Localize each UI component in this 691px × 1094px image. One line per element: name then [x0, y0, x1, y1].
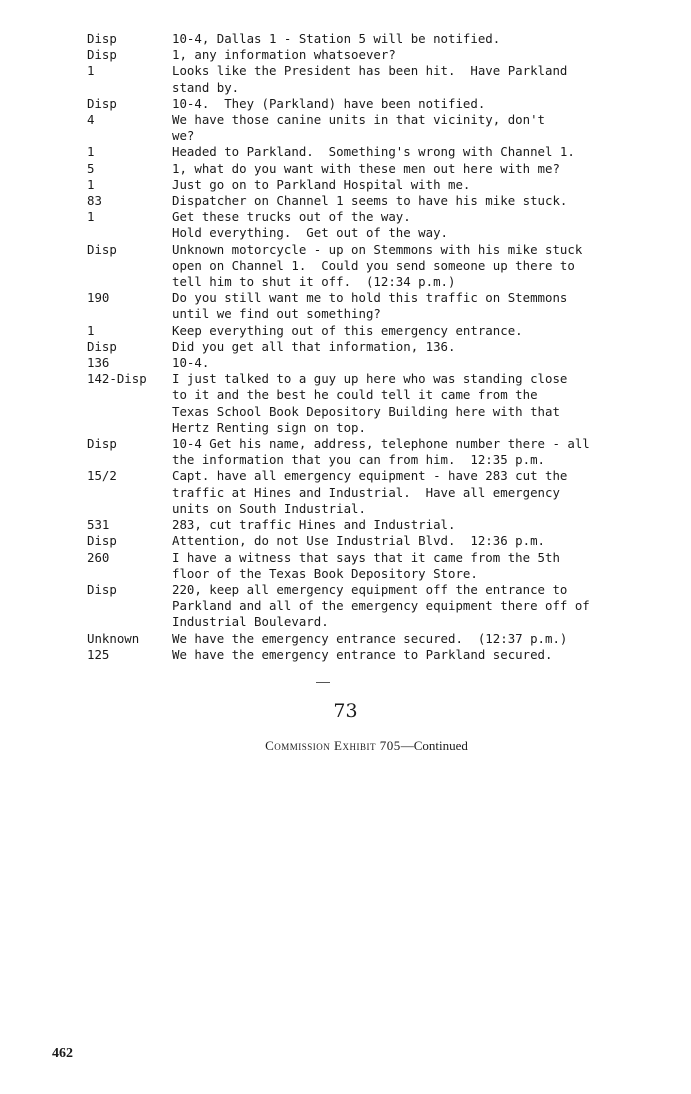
transcript-entry — [87, 550, 657, 582]
message-text — [172, 209, 657, 241]
message-line: units on South Industrial. — [172, 500, 366, 516]
message-text — [172, 533, 657, 549]
message-text — [172, 323, 657, 339]
message-text — [172, 468, 657, 517]
message-text — [172, 63, 657, 95]
transcript-entry — [87, 436, 657, 468]
message-line: We have the emergency entrance secured. (12:37 p.m.) — [172, 630, 568, 646]
transcript-entry — [87, 631, 657, 647]
message-line: 10-4 Get his name, address, telephone number there - all — [172, 436, 590, 452]
message-line: Parkland and all of the emergency equipment there off of — [172, 598, 590, 614]
message-text — [172, 631, 657, 647]
speaker-id: Disp — [87, 533, 117, 549]
speaker-id: 136 — [87, 355, 110, 371]
message-line: traffic at Hines and Industrial. Have all emergency — [172, 484, 560, 500]
transcript-entry — [87, 193, 657, 209]
message-line: 1, any information whatsoever? — [172, 47, 396, 63]
message-line: until we find out something? — [172, 306, 381, 322]
message-line: the information that you can from him. 12:35 p.m. — [172, 452, 545, 468]
message-text — [172, 177, 657, 193]
volume-page-number: 462 — [52, 1046, 73, 1061]
message-line: Just go on to Parkland Hospital with me. — [172, 176, 471, 192]
transcript-entry — [87, 161, 657, 177]
speaker-id: Disp — [87, 31, 117, 46]
transcript-entry — [87, 209, 657, 241]
message-line: Texas School Book Depository Building here with that — [172, 403, 560, 419]
message-line: floor of the Texas Book Depository Store. — [172, 565, 478, 581]
message-line: 1, what do you want with these men out here with me? — [172, 160, 560, 176]
transcript-entry — [87, 47, 657, 63]
message-line: Looks like the President has been hit. Have Parkland — [172, 63, 568, 79]
message-line: We have those canine units in that vicinity, don't — [172, 112, 545, 128]
message-text — [172, 144, 657, 160]
speaker-id: 1 — [87, 63, 95, 79]
message-line: Hold everything. Get out of the way. — [172, 225, 449, 241]
speaker-id: Disp — [87, 95, 117, 111]
message-text — [172, 582, 657, 631]
message-line: 10-4. They (Parkland) have been notified. — [172, 95, 486, 111]
message-line: Dispatcher on Channel 1 seems to have his mike stuck. — [172, 193, 568, 209]
message-line: I just talked to a guy up here who was standing close — [172, 371, 568, 387]
message-text — [172, 550, 657, 582]
message-line: 220, keep all emergency equipment off the entrance to — [172, 581, 568, 597]
transcript-entry — [87, 647, 657, 663]
message-line: Get these trucks out of the way. — [172, 209, 411, 225]
exhibit-caption-title: Commission Exhibit 705 — [265, 738, 401, 753]
message-text — [172, 290, 657, 322]
message-text — [172, 517, 657, 533]
speaker-id: 1 — [87, 322, 95, 338]
message-line: Did you get all that information, 136. — [172, 338, 456, 354]
message-text — [172, 339, 657, 355]
transcript-entry — [87, 371, 657, 436]
message-line: Keep everything out of this emergency entrance. — [172, 322, 523, 338]
message-line: We have the emergency entrance to Parkland secured. — [172, 646, 553, 662]
speaker-id: Disp — [87, 241, 117, 257]
transcript-entry — [87, 323, 657, 339]
transcript-entry — [87, 468, 657, 517]
speaker-id: 531 — [87, 517, 110, 533]
message-line: Attention, do not Use Industrial Blvd. 12:36 p.m. — [172, 533, 545, 549]
transcript-entry — [87, 290, 657, 322]
message-line: 283, cut traffic Hines and Industrial. — [172, 517, 456, 533]
transcript-entry — [87, 112, 657, 144]
transcript-entry — [87, 533, 657, 549]
transcript-entry — [87, 31, 657, 47]
message-line: Hertz Renting sign on top. — [172, 419, 366, 435]
speaker-id: 125 — [87, 646, 110, 662]
speaker-id: Disp — [87, 581, 117, 597]
transcript-entry — [87, 63, 657, 95]
exhibit-caption-suffix: —Continued — [400, 738, 468, 753]
exhibit-page-number: 73 — [333, 700, 358, 722]
speaker-id: 5 — [87, 160, 95, 176]
message-text — [172, 355, 657, 371]
message-line: I have a witness that says that it came from the 5th — [172, 549, 560, 565]
speaker-id: 142-Disp — [87, 371, 147, 387]
message-text — [172, 31, 657, 47]
message-text — [172, 436, 657, 468]
message-text — [172, 47, 657, 63]
transcript-entry — [87, 144, 657, 160]
message-text — [172, 193, 657, 209]
message-line: we? — [172, 128, 195, 144]
message-text — [172, 161, 657, 177]
page-tick-mark — [316, 682, 330, 683]
speaker-id: 1 — [87, 144, 95, 160]
transcript-entry — [87, 242, 657, 291]
transcript-entry — [87, 355, 657, 371]
speaker-id: 4 — [87, 112, 95, 128]
speaker-id: Unknown — [87, 630, 140, 646]
message-line: 10-4, Dallas 1 - Station 5 will be notified. — [172, 31, 501, 46]
transcript-entry — [87, 96, 657, 112]
message-line: to it and the best he could tell it came from the — [172, 387, 538, 403]
message-text — [172, 371, 657, 436]
message-line: Do you still want me to hold this traffic on Stemmons — [172, 290, 568, 306]
message-text — [172, 647, 657, 663]
message-line: Unknown motorcycle - up on Stemmons with his mike stuck — [172, 241, 583, 257]
message-line: 10-4. — [172, 355, 210, 371]
exhibit-caption — [0, 738, 691, 754]
speaker-id: 15/2 — [87, 468, 117, 484]
speaker-id: Disp — [87, 47, 117, 63]
message-text — [172, 112, 657, 144]
message-line: Headed to Parkland. Something's wrong with Channel 1. — [172, 144, 575, 160]
message-line: open on Channel 1. Could you send someone up there to — [172, 257, 575, 273]
speaker-id: Disp — [87, 338, 117, 354]
message-line: Industrial Boulevard. — [172, 614, 329, 630]
message-text — [172, 242, 657, 291]
message-line: Capt. have all emergency equipment - have 283 cut the — [172, 468, 568, 484]
speaker-id: 260 — [87, 549, 110, 565]
transcript-entry — [87, 582, 657, 631]
speaker-id: Disp — [87, 436, 117, 452]
transcript-entry — [87, 517, 657, 533]
message-text — [172, 96, 657, 112]
message-line: stand by. — [172, 79, 240, 95]
transcript-entry — [87, 177, 657, 193]
message-line: tell him to shut it off. (12:34 p.m.) — [172, 274, 456, 290]
transcript-entry — [87, 339, 657, 355]
speaker-id: 190 — [87, 290, 110, 306]
speaker-id: 1 — [87, 176, 95, 192]
radio-transcript — [87, 31, 657, 663]
speaker-id: 83 — [87, 193, 102, 209]
speaker-id: 1 — [87, 209, 95, 225]
